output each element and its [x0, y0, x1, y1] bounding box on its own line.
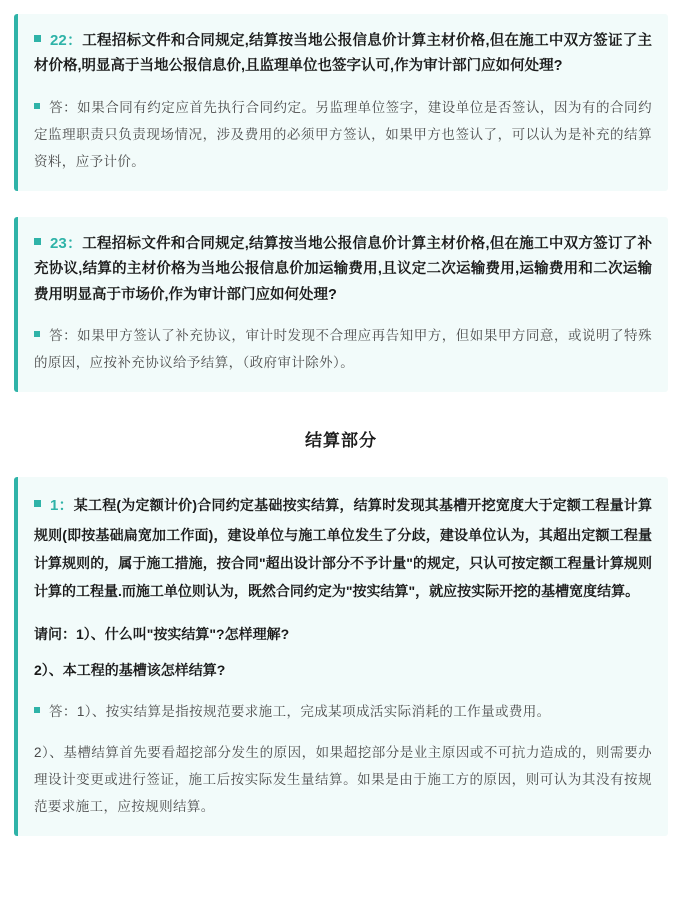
answer-block-1 — [34, 698, 652, 725]
qa-card-22 — [14, 14, 668, 191]
sub-question-2: 2）、本工程的基槽该怎样结算? — [34, 662, 226, 679]
question-block — [34, 231, 652, 308]
square-bullet-icon — [34, 103, 40, 109]
question-text: 工程招标文件和合同规定,结算按当地公报信息价计算主材价格,但在施工中双方签订了补充协议,结算的主材价格为当地公报信息价加运输费用,且议定二次运输费用,运输费用和二次运输费用明显高于市场价,作为审计部门应如何处理? — [34, 235, 652, 303]
section-title: 结算部分 — [305, 430, 377, 450]
question-number: 22： — [50, 32, 83, 49]
sub-question-1: 请问：1）、什么叫"按实结算"?怎样理解? — [34, 625, 290, 642]
question-number: 23： — [50, 234, 83, 252]
answer-text: 如果合同有约定应首先执行合同约定。另监理单位签字，建设单位是否签认，因为有的合同约定监理职责只负责现场情况，涉及费用的必须甲方签认，如果甲方也签认了，可以认为是补充的结算资料，应予计价。 — [34, 99, 652, 169]
square-bullet-icon — [34, 35, 41, 42]
question-number: 1： — [50, 496, 74, 514]
answer-block — [34, 94, 652, 175]
answer-text: 如果甲方签认了补充协议，审计时发现不合理应再告知甲方，但如果甲方同意，或说明了特殊的原因，应按补充协议给予结算，（政府审计除外）。 — [34, 327, 652, 370]
question-text: 某工程(为定额计价)合同约定基础按实结算，结算时发现其基槽开挖宽度大于定额工程量计算规则(即按基础扁宽加工作面)，建设单位与施工单位发生了分歧，建设单位认为，其超出定额工程量计算规则的，属于施工措施，按合同"超出设计部分不予计量"的规定，只认可按定额工程量计算规则计算的工程量.而施工单位则认为，既然合同约定为"按实结算"，就应按实际开挖的基槽宽度结算。 — [34, 496, 652, 599]
question-block — [34, 28, 652, 80]
qa-card-settlement-1 — [14, 477, 668, 836]
answer-label: 答： — [49, 99, 78, 115]
answer-text-1: 1）、按实结算是指按规范要求施工，完成某项成活实际消耗的工作量或费用。 — [76, 704, 551, 720]
square-bullet-icon — [34, 500, 41, 507]
answer-block — [34, 322, 652, 376]
answer-label: 答： — [49, 327, 78, 343]
square-bullet-icon — [34, 707, 40, 713]
square-bullet-icon — [34, 331, 40, 337]
qa-card-23 — [14, 217, 668, 392]
square-bullet-icon — [34, 238, 41, 245]
question-block — [34, 491, 652, 605]
answer-label: 答： — [49, 704, 77, 720]
answer-text-2: 2）、基槽结算首先要看超挖部分发生的原因，如果超挖部分是业主原因或不可抗力造成的，则需要办理设计变更或进行签证，施工后按实际发生量结算。如果是由于施工方的原因，则可认为其没有按规范要求施工，应按规则结算。 — [34, 745, 652, 815]
question-text: 工程招标文件和合同规定,结算按当地公报信息价计算主材价格,但在施工中双方签证了主材价格,明显高于当地公报信息价,且监理单位也签字认可,作为审计部门应如何处理? — [34, 33, 652, 75]
